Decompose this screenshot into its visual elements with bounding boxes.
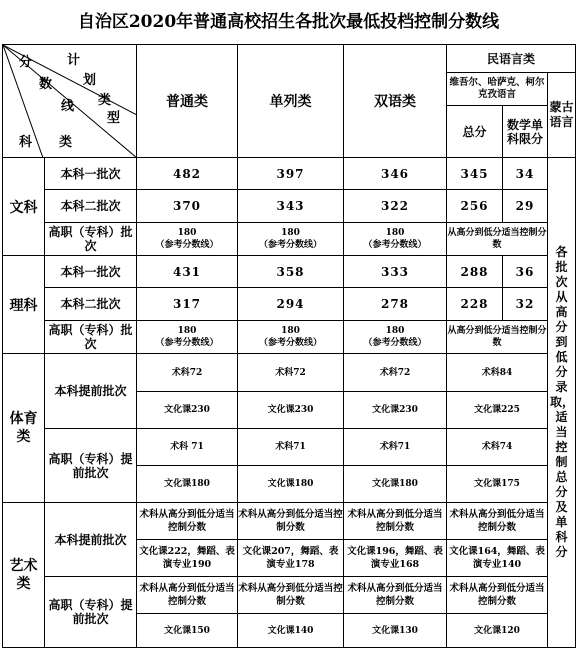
batch-label: 本科提前批次 <box>45 503 137 577</box>
score-cell: 256 <box>447 190 503 223</box>
header-shuxue: 数学单科限分 <box>503 106 548 158</box>
header-putong: 普通类 <box>137 45 238 158</box>
score-cell: 345 <box>447 158 503 190</box>
score-cell: 358 <box>238 256 344 288</box>
score-cell: 346 <box>344 158 447 190</box>
score-cell: 文化课180 <box>344 466 447 503</box>
score-cell: 术科71 <box>344 429 447 466</box>
score-cell: 322 <box>344 190 447 223</box>
score-cell: 术科从高分到低分适当控制分数 <box>344 503 447 540</box>
corner-header <box>3 45 137 158</box>
score-cell: 370 <box>137 190 238 223</box>
score-cell: 36 <box>503 256 548 288</box>
batch-label: 本科一批次 <box>45 256 137 288</box>
corner-char: 类 <box>59 135 73 150</box>
score-cell: 术科从高分到低分适当控制分数 <box>447 503 548 540</box>
corner-char: 科 <box>19 135 33 150</box>
score-cell: 文化课175 <box>447 466 548 503</box>
corner-char: 类 <box>98 93 112 108</box>
header-minyu: 民语言类 <box>447 45 576 73</box>
category-tiyu: 体育类 <box>3 354 45 503</box>
score-cell: 29 <box>503 190 548 223</box>
header-mengu: 蒙古语言 <box>548 73 576 158</box>
mengu-note: 各批次从高分到低分录取，适当控制总分及单科分 <box>548 158 576 648</box>
score-cell: 180 （参考分数线） <box>137 321 238 354</box>
score-cell: 180 （参考分数线） <box>238 321 344 354</box>
score-cell: 文化课207，舞蹈、表演专业178 <box>238 540 344 577</box>
score-cell: 文化课222，舞蹈、表演专业190 <box>137 540 238 577</box>
score-cell: 文化课230 <box>238 392 344 429</box>
batch-label: 本科二批次 <box>45 288 137 321</box>
header-shuangyu: 双语类 <box>344 45 447 158</box>
score-cell: 397 <box>238 158 344 190</box>
batch-label: 本科一批次 <box>45 158 137 190</box>
score-cell: 333 <box>344 256 447 288</box>
score-cell: 317 <box>137 288 238 321</box>
score-cell: 文化课150 <box>137 614 238 648</box>
score-cell: 文化课140 <box>238 614 344 648</box>
header-minyu-sub: 维吾尔、哈萨克、柯尔克孜语言 <box>447 73 548 106</box>
score-cell: 术科74 <box>447 429 548 466</box>
score-table <box>2 44 576 648</box>
score-cell: 文化课225 <box>447 392 548 429</box>
batch-label: 高职（专科）提前批次 <box>45 429 137 503</box>
score-cell: 文化课180 <box>238 466 344 503</box>
page-title: 自治区2020年普通高校招生各批次最低投档控制分数线 <box>77 12 500 32</box>
batch-label: 本科二批次 <box>45 190 137 223</box>
score-cell: 228 <box>447 288 503 321</box>
score-cell: 术科72 <box>238 354 344 392</box>
corner-char: 分 <box>19 55 33 70</box>
batch-label: 本科提前批次 <box>45 354 137 429</box>
score-cell: 文化课230 <box>344 392 447 429</box>
batch-label: 高职（专科）批次 <box>45 321 137 354</box>
score-cell: 文化课180 <box>137 466 238 503</box>
score-cell: 术科从高分到低分适当控制分数 <box>137 577 238 614</box>
corner-char: 划 <box>83 73 97 88</box>
corner-char: 线 <box>61 99 75 114</box>
score-cell: 术科 71 <box>137 429 238 466</box>
score-cell: 278 <box>344 288 447 321</box>
batch-label: 高职（专科）提前批次 <box>45 577 137 648</box>
category-wenke: 文科 <box>3 158 45 256</box>
batch-label: 高职（专科）批次 <box>45 223 137 256</box>
score-cell: 术科从高分到低分适当控制分数 <box>137 503 238 540</box>
score-cell: 34 <box>503 158 548 190</box>
score-cell: 431 <box>137 256 238 288</box>
score-cell: 288 <box>447 256 503 288</box>
header-zongfen: 总分 <box>447 106 503 158</box>
score-cell: 文化课164，舞蹈、表演专业140 <box>447 540 548 577</box>
score-cell: 180 （参考分数线） <box>238 223 344 256</box>
score-cell: 32 <box>503 288 548 321</box>
corner-char: 计 <box>67 53 81 68</box>
score-cell: 180 （参考分数线） <box>344 321 447 354</box>
score-cell: 180 （参考分数线） <box>137 223 238 256</box>
score-cell: 294 <box>238 288 344 321</box>
score-cell: 从高分到低分适当控制分数 <box>447 321 548 354</box>
score-cell: 术科从高分到低分适当控制分数 <box>238 577 344 614</box>
category-like: 理科 <box>3 256 45 354</box>
score-cell: 文化课120 <box>447 614 548 648</box>
score-cell: 术科从高分到低分适当控制分数 <box>447 577 548 614</box>
score-cell: 术科71 <box>238 429 344 466</box>
score-cell: 从高分到低分适当控制分数 <box>447 223 548 256</box>
score-cell: 482 <box>137 158 238 190</box>
score-cell: 180 （参考分数线） <box>344 223 447 256</box>
score-cell: 术科84 <box>447 354 548 392</box>
score-cell: 文化课130 <box>344 614 447 648</box>
score-cell: 术科72 <box>344 354 447 392</box>
corner-char: 型 <box>107 111 121 126</box>
score-cell: 术科72 <box>137 354 238 392</box>
score-cell: 术科从高分到低分适当控制分数 <box>344 577 447 614</box>
score-cell: 术科从高分到低分适当控制分数 <box>238 503 344 540</box>
score-cell: 343 <box>238 190 344 223</box>
category-yishu: 艺术类 <box>3 503 45 648</box>
header-danlie: 单列类 <box>238 45 344 158</box>
score-cell: 文化课230 <box>137 392 238 429</box>
score-cell: 文化课196，舞蹈、表演专业168 <box>344 540 447 577</box>
corner-char: 数 <box>39 77 53 92</box>
